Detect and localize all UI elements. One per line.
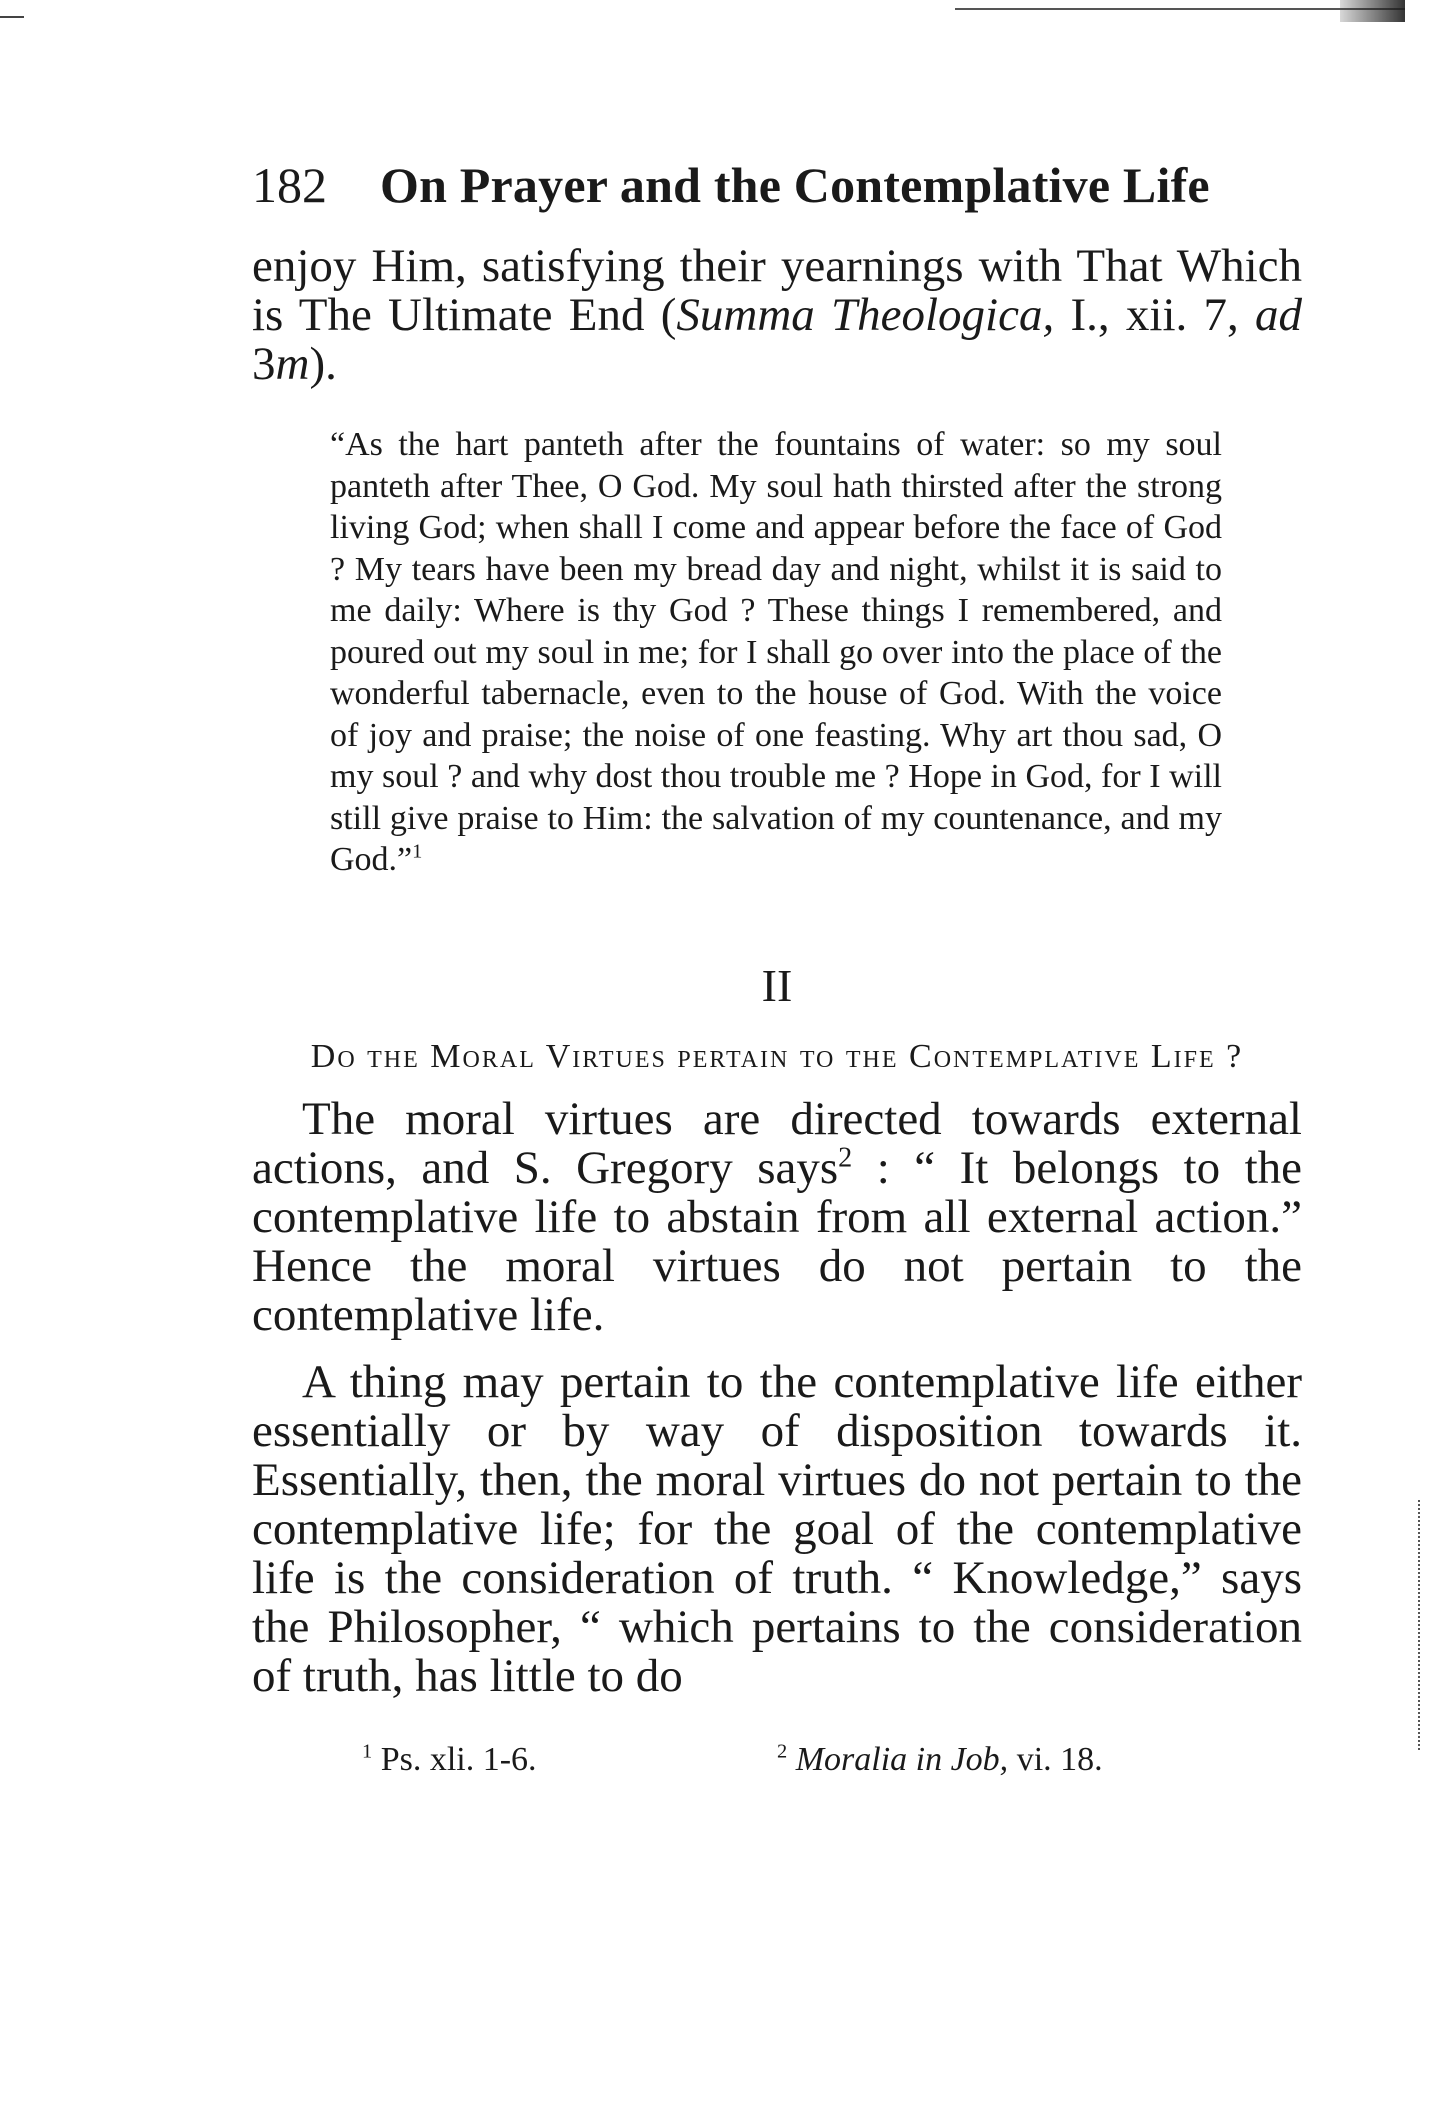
paragraph-1-text-b: : “ It belongs to the contemplative life to abstain from all external action.” Hence the moral virtues do not pertain to the contemplative life.: [252, 1141, 1302, 1341]
scan-corner-shadow: [1340, 0, 1405, 22]
section-number: II: [761, 959, 793, 1011]
scan-side-marks: [1418, 1500, 1424, 1750]
citation-m: m: [275, 338, 310, 390]
work-title: Summa Theologica,: [676, 289, 1055, 341]
page-number: 182: [252, 157, 327, 213]
paragraph-2-text: A thing may pertain to the contemplative life either essentially or by way of disposition towards it. Essentially, then, the moral virtues do not pertain to the contemplative life; for the goal of the contemplative life is the consideration of truth. “ Knowledge,” says the Philosopher, “ which pertains to the consideration of truth, has little to do: [252, 1355, 1302, 1702]
footnote-1: [362, 1741, 537, 1779]
block-quote: [330, 424, 1222, 881]
footnote-2-mark: 2: [777, 1740, 788, 1763]
citation-ad: ad: [1255, 289, 1302, 341]
scan-edge-mark: [0, 16, 24, 18]
paragraph-2: [252, 1355, 1302, 1702]
citation-ref: I., xii. 7,: [1070, 289, 1255, 341]
opening-text: enjoy Him, satisfying their yearnings with That Which is The Ultimate End (: [252, 240, 1302, 341]
opening-paragraph: [252, 242, 1302, 389]
running-head: [252, 150, 1302, 220]
footnote-mark-2: 2: [838, 1141, 853, 1173]
paragraph-1-text-a: The moral virtues are directed towards external actions, and S. Gregory says: [252, 1092, 1302, 1194]
footnote-mark-1: 1: [412, 840, 423, 863]
citation-num: 3: [252, 338, 276, 390]
footnote-2-title: Moralia in Job,: [795, 1740, 1009, 1778]
footnotes: [252, 1741, 1302, 1791]
paragraph-1: [252, 1092, 1302, 1341]
section-heading: Do the Moral Virtues pertain to the Contemplative Life ?: [310, 1037, 1244, 1075]
footnote-2-text: vi. 18.: [1008, 1740, 1103, 1778]
footnote-1-mark: 1: [362, 1740, 373, 1763]
citation-close: ).: [309, 338, 337, 390]
running-title: On Prayer and the Contemplative Life: [380, 157, 1210, 213]
footnote-1-text: Ps. xli. 1-6.: [372, 1740, 537, 1778]
footnote-2: [777, 1741, 1103, 1779]
scan-top-rule: [955, 8, 1405, 10]
quote-text: “As the hart panteth after the fountains of water: so my soul panteth after Thee, O God. My soul hath thirsted after the strong living God; when shall I come and appear before the face of God ? My tears have been my bread day and night, whilst it is said to me daily: Where is thy God ? These things I remembered, and poured out my soul in me; for I shall go over into the place of the wonderful tabernacle, even to the house of God. With the voice of joy and praise; the noise of one feasting. Why art thou sad, O my soul ? and why dost thou trouble me ? Hope in God, for I will still give praise to Him: the salvation of my countenance, and my God.”: [330, 426, 1222, 878]
book-page: [252, 150, 1302, 1791]
